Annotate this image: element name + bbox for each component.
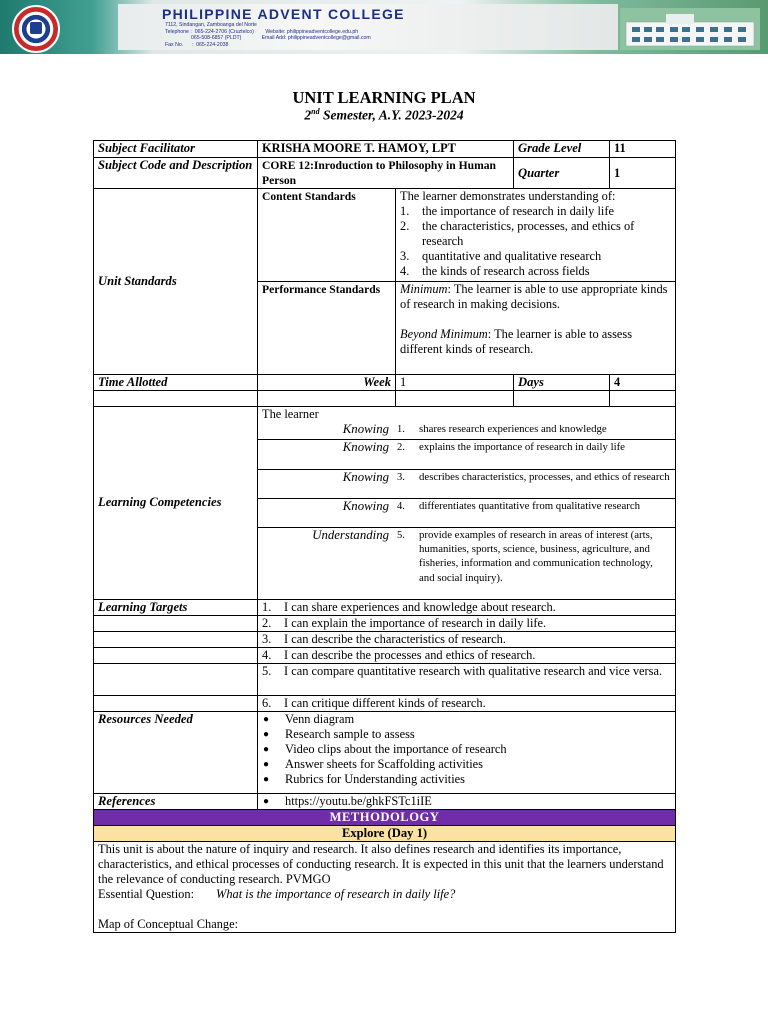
- list-item: 4. the kinds of research across fields: [400, 264, 590, 278]
- target-item: 5. I can compare quantitative research with qualitative research and vice versa.: [258, 663, 676, 695]
- college-address: 7112, Sindangan, Zamboanga del Norte: [165, 22, 257, 28]
- performance-beyond: Beyond Minimum: The learner is able to assess different kinds of research.: [400, 327, 633, 356]
- time-allotted-label: Time Allotted: [94, 375, 258, 391]
- college-fax: Fax No. : 065-224-2038: [165, 41, 229, 48]
- empty-cell: [94, 391, 258, 407]
- resources-label: Resources Needed: [94, 711, 258, 793]
- college-contact: [165, 22, 371, 48]
- table-row: [94, 809, 676, 825]
- explore-header: Explore (Day 1): [94, 825, 676, 841]
- competency-item: Knowing 2. explains the importance of research in daily life: [258, 439, 676, 469]
- quarter-value: 1: [610, 158, 676, 189]
- college-name: PHILIPPINE ADVENT COLLEGE: [162, 6, 405, 22]
- days-value: 4: [610, 375, 676, 391]
- college-telephone: Telephone : 065-224-2706 (Cruztelco) Website: philippineadventcollege.edu.ph: [165, 28, 359, 35]
- empty-cell: [610, 391, 676, 407]
- grade-level-value: 11: [610, 141, 676, 158]
- content-standards-list: [400, 204, 671, 279]
- table-row: [94, 647, 676, 663]
- reference-link[interactable]: https://youtu.be/ghkFSTc1iIE: [285, 793, 432, 808]
- table-row: [94, 793, 676, 809]
- performance-minimum: Minimum: The learner is able to use appropriate kinds of research in making decisions.: [400, 282, 668, 311]
- table-row: [94, 695, 676, 711]
- explore-description: This unit is about the nature of inquiry and research. It also defines research and identifies its importance, characteristics, and ethical processes of conducting research. It is expected in this unit that the learners understand the relevance of conducting research. PVMGO: [98, 841, 664, 886]
- college-telephone-2: 065-508-6857 (PLDT) Email Add: philippineadventcollege@gmail.com: [165, 35, 371, 42]
- competency-item: Knowing 3. describes characteristics, processes, and ethics of research: [258, 469, 676, 498]
- competency-item: Knowing 1. shares research experiences and knowledge: [258, 422, 676, 439]
- list-item: ● Answer sheets for Scaffolding activities: [263, 756, 483, 771]
- empty-cell: [94, 615, 258, 631]
- empty-cell: [396, 391, 514, 407]
- target-item: 6. I can critique different kinds of research.: [258, 695, 676, 711]
- table-row: [94, 631, 676, 647]
- list-item: 3. quantitative and qualitative research: [400, 249, 602, 263]
- table-row: [94, 407, 676, 423]
- explore-content: [94, 841, 676, 932]
- resources-value: [258, 711, 676, 793]
- grade-level-label: Grade Level: [514, 141, 610, 158]
- performance-standards-label: Performance Standards: [258, 282, 396, 375]
- references-label: References: [94, 793, 258, 809]
- empty-cell: [514, 391, 610, 407]
- empty-cell: [258, 391, 396, 407]
- subject-code-value: CORE 12:Inroduction to Philosophy in Human Person: [258, 158, 514, 189]
- unit-standards-label: Unit Standards: [94, 189, 258, 375]
- week-label: Week: [258, 375, 396, 391]
- learning-targets-label: Learning Targets: [94, 599, 258, 615]
- empty-cell: [94, 647, 258, 663]
- resources-list: [262, 712, 671, 787]
- campus-building-icon: [620, 8, 760, 50]
- table-row: [94, 391, 676, 407]
- competency-item: Understanding 5. provide examples of research in areas of interest (arts, humanities, sports, science, business, agriculture, and fisheries, information and communication technology, and social inquiry).: [258, 527, 676, 599]
- empty-cell: [94, 663, 258, 695]
- table-row: [94, 615, 676, 631]
- table-row: [94, 158, 676, 189]
- content-standards-label: Content Standards: [258, 189, 396, 282]
- days-label: Days: [514, 375, 610, 391]
- facilitator-label: Subject Facilitator: [94, 141, 258, 158]
- content-standards-intro: The learner demonstrates understanding of:: [400, 189, 616, 203]
- target-item: 3. I can describe the characteristics of research.: [258, 631, 676, 647]
- content-standards-value: [396, 189, 676, 282]
- quarter-label: Quarter: [514, 158, 610, 189]
- competencies-intro: The learner: [258, 407, 676, 423]
- performance-standards-value: [396, 282, 676, 375]
- unit-plan-table: [93, 140, 676, 933]
- list-item: 2. the characteristics, processes, and ethics of research: [400, 219, 635, 248]
- empty-cell: [94, 695, 258, 711]
- target-item: 1. I can share experiences and knowledge about research.: [258, 599, 676, 615]
- week-value: 1: [396, 375, 514, 391]
- table-row: [94, 375, 676, 391]
- table-row: [94, 189, 676, 282]
- methodology-header: METHODOLOGY: [94, 809, 676, 825]
- list-item: ● Rubrics for Understanding activities: [263, 771, 465, 786]
- table-row: [94, 711, 676, 793]
- table-row: [94, 599, 676, 615]
- target-item: 4. I can describe the processes and ethics of research.: [258, 647, 676, 663]
- essential-question: Essential Question: What is the importance of research in daily life?: [98, 886, 456, 901]
- list-item: ● Video clips about the importance of research: [263, 741, 507, 756]
- semester-subtitle: 2nd Semester, A.Y. 2023-2024: [304, 107, 464, 123]
- table-row: [94, 825, 676, 841]
- competency-item: Knowing 4. differentiates quantitative from qualitative research: [258, 498, 676, 527]
- target-item: 2. I can explain the importance of research in daily life.: [258, 615, 676, 631]
- conceptual-change-label: Map of Conceptual Change:: [98, 916, 239, 931]
- references-value: ● https://youtu.be/ghkFSTc1iIE: [258, 793, 676, 809]
- letterhead-banner: [0, 0, 768, 54]
- list-item: 1. the importance of research in daily life: [400, 204, 614, 218]
- list-item: ● Venn diagram: [263, 711, 355, 726]
- college-seal-icon: [12, 5, 60, 53]
- facilitator-value: KRISHA MOORE T. HAMOY, LPT: [258, 141, 514, 158]
- document-title: UNIT LEARNING PLAN: [292, 88, 476, 107]
- table-row: [94, 141, 676, 158]
- empty-cell: [94, 631, 258, 647]
- table-row: [94, 663, 676, 695]
- subject-code-label: Subject Code and Description: [94, 158, 258, 189]
- learning-competencies-label: Learning Competencies: [94, 407, 258, 600]
- table-row: [94, 841, 676, 932]
- list-item: ● Research sample to assess: [263, 726, 415, 741]
